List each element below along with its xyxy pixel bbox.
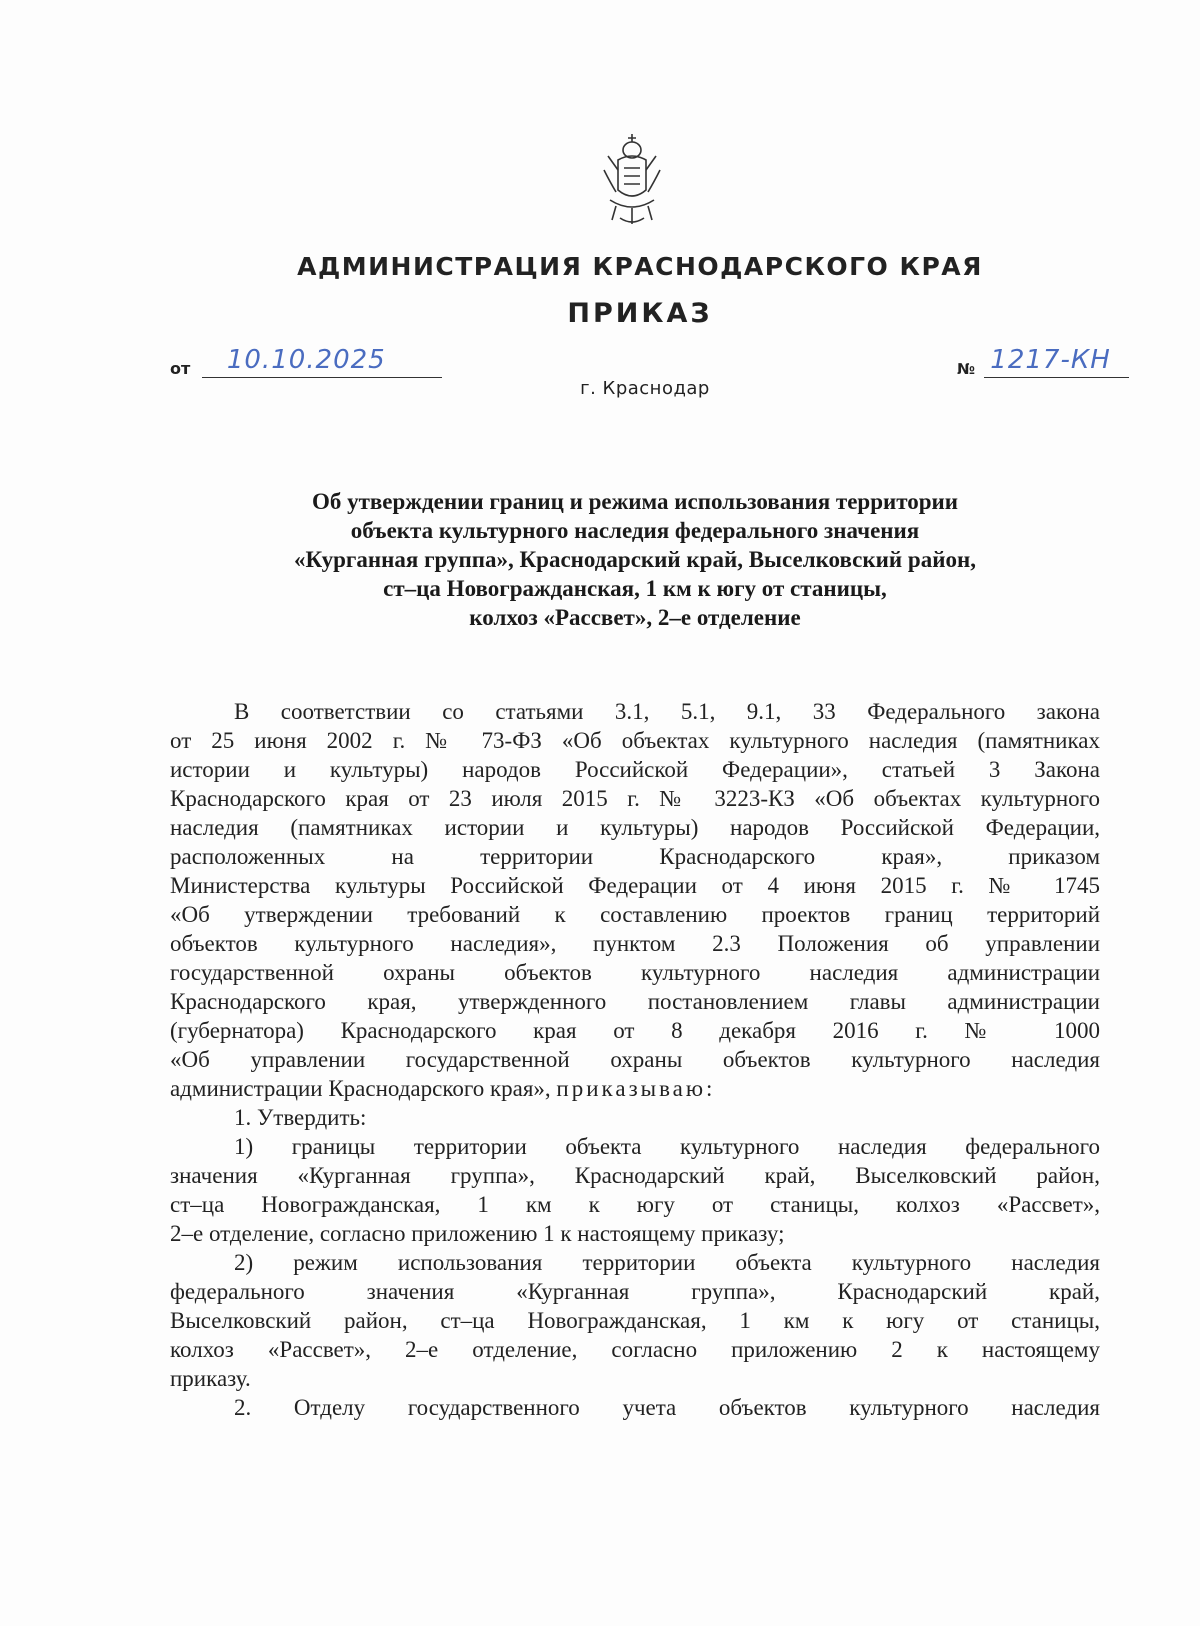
text-line: «Об утверждении требований к составлению проектов границ территорий: [170, 902, 1100, 927]
text-line: приказу.: [170, 1366, 251, 1391]
date-underline: [202, 345, 442, 378]
coat-of-arms-emblem: [600, 130, 664, 230]
title-line: Об утверждении границ и режима использования территории: [311, 489, 959, 514]
preamble-paragraph: [170, 697, 1100, 1103]
preamble-last: администрации Краснодарского края»,: [170, 1076, 551, 1101]
text-line: расположенных на территории Краснодарского края», приказом: [170, 844, 1100, 869]
text-line: Краснодарского края, утвержденного постановлением главы администрации: [170, 989, 1100, 1014]
title-line: колхоз «Рассвет», 2–е отделение: [469, 605, 801, 630]
date-field: [170, 345, 442, 378]
number-field: [957, 345, 1129, 378]
text-line: государственной охраны объектов культурного наследия администрации: [170, 960, 1100, 985]
title-line: ст–ца Новогражданская, 1 км к югу от станицы,: [383, 576, 887, 601]
text-line: федерального значения «Курганная группа», Краснодарский край,: [170, 1279, 1100, 1304]
text-line: Краснодарского края от 23 июля 2015 г. № 3223-КЗ «Об объектах культурного: [170, 786, 1100, 811]
text-line: 2–е отделение, согласно приложению 1 к настоящему приказу;: [170, 1221, 785, 1246]
organization-name: АДМИНИСТРАЦИЯ КРАСНОДАРСКОГО КРАЯ: [297, 252, 983, 281]
text-line: колхоз «Рассвет», 2–е отделение, согласно приложению 2 к настоящему: [170, 1337, 1100, 1362]
order-word: приказываю:: [556, 1076, 716, 1101]
text-line: (губернатора) Краснодарского края от 8 декабря 2016 г. № 1000: [170, 1018, 1100, 1043]
city-name: г. Краснодар: [580, 378, 710, 399]
text-line: 1) границы территории объекта культурного наследия федерального: [234, 1134, 1100, 1159]
text-line: объектов культурного наследия», пунктом 2.3 Положения об управлении: [170, 931, 1100, 956]
handwritten-date: 10.10.2025: [226, 345, 386, 375]
item-1: 1. Утвердить:: [234, 1105, 367, 1130]
handwritten-number: 1217-КН: [990, 345, 1111, 375]
text-line: В соответствии со статьями 3.1, 5.1, 9.1, 33 Федерального закона: [234, 699, 1100, 724]
item-1-1: [170, 1132, 1100, 1248]
item-1-2: [170, 1248, 1100, 1393]
title-line: объекта культурного наследия федерального значения: [350, 518, 920, 543]
title-line: «Курганная группа», Краснодарский край, Выселковский район,: [294, 547, 976, 572]
text-line: 2) режим использования территории объекта культурного наследия: [234, 1250, 1100, 1275]
text-line: Выселковский район, ст–ца Новогражданская, 1 км к югу от станицы,: [170, 1308, 1100, 1333]
text-line: от 25 июня 2002 г. № 73-ФЗ «Об объектах культурного наследия (памятниках: [170, 728, 1100, 753]
text-line: истории и культуры) народов Российской Федерации», статьей 3 Закона: [170, 757, 1100, 782]
text-line: [170, 1074, 1100, 1103]
number-prefix: №: [957, 360, 976, 378]
item-2: 2. Отделу государственного учета объектов культурного наследия: [234, 1395, 1100, 1420]
text-line: ст–ца Новогражданская, 1 км к югу от станицы, колхоз «Рассвет»,: [170, 1192, 1100, 1217]
text-line: наследия (памятниках истории и культуры) народов Российской Федерации,: [170, 815, 1100, 840]
date-prefix: от: [170, 359, 191, 378]
document-title: [170, 487, 1100, 632]
text-line: «Об управлении государственной охраны объектов культурного наследия: [170, 1047, 1100, 1072]
text-line: значения «Курганная группа», Краснодарский край, Выселковский район,: [170, 1163, 1100, 1188]
document-type: ПРИКАЗ: [567, 298, 713, 329]
document-body: [170, 697, 1100, 1422]
number-underline: [984, 345, 1129, 378]
text-line: Министерства культуры Российской Федерации от 4 июня 2015 г. № 1745: [170, 873, 1100, 898]
